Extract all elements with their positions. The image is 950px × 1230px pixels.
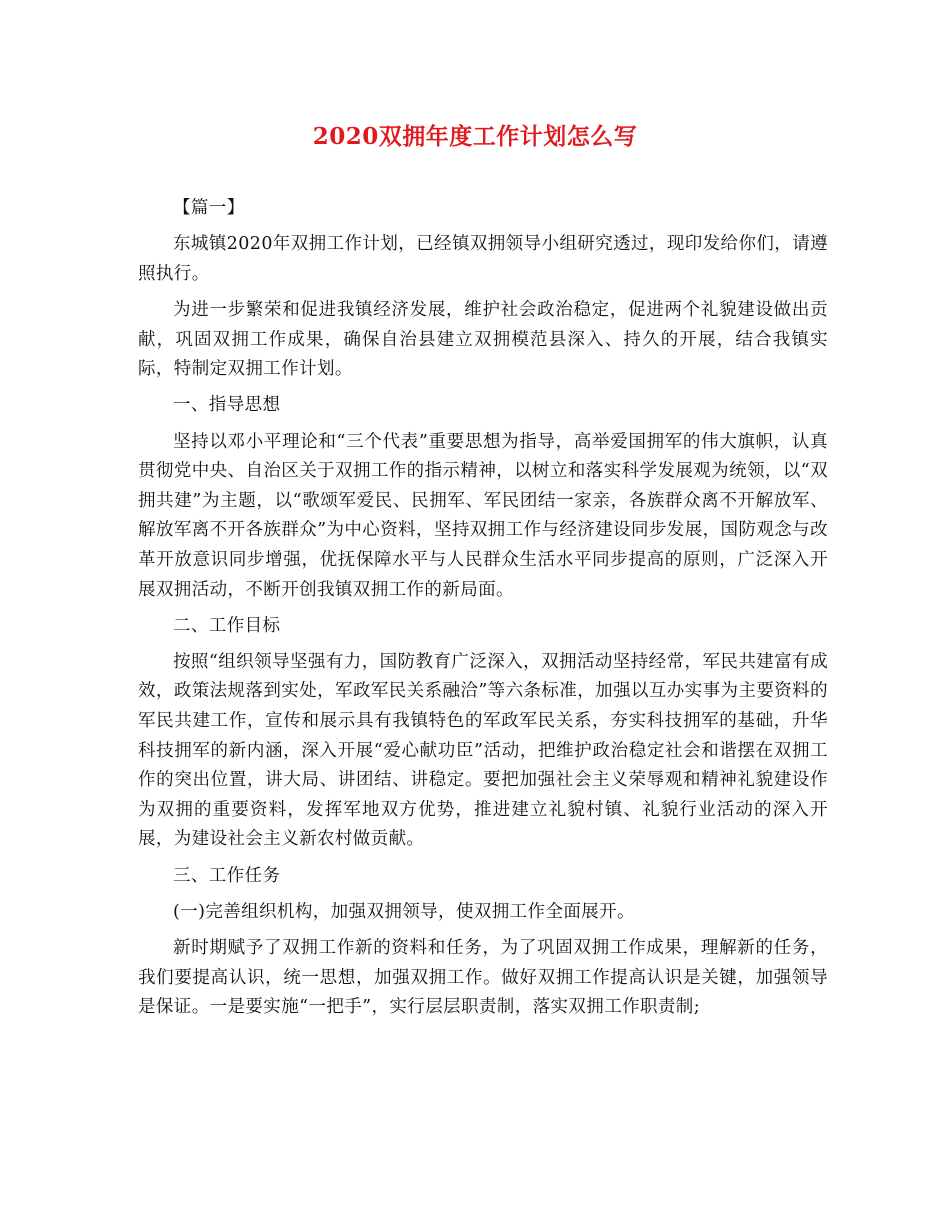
body-paragraph: 新时期赋予了双拥工作新的资料和任务，为了巩固双拥工作成果，理解新的任务，我们要提高认识，统一思想，加强双拥工作。做好双拥工作提高认识是关键，加强领导是保证。一是要实施“一把手”，实行层层职责制，落实双拥工作职责制; — [138, 938, 828, 1018]
section-heading: 一、指导思想 — [173, 395, 281, 416]
body-paragraph: 为进一步繁荣和促进我镇经济发展，维护社会政治稳定，促进两个礼貌建设做出贡献，巩固双拥工作成果，确保自治县建立双拥模范县深入、持久的开展，结合我镇实际，特制定双拥工作计划。 — [138, 299, 828, 380]
subsection-heading: (一)完善组织机构，加强双拥领导，使双拥工作全面展开。 — [173, 901, 635, 922]
body-paragraph: 坚持以邓小平理论和“三个代表”重要思想为指导，高举爱国拥军的伟大旗帜，认真贯彻党中央、自治区关于双拥工作的指示精神，以树立和落实科学发展观为统领，以“双拥共建”为主题，以“歌颂军爱民、民拥军、军民团结一家亲，各族群众离不开解放军、解放军离不开各族群众”为中心资料，坚持双拥工作与经济建设同步发展，国防观念与改革开放意识同步增强，优抚保障水平与人民群众生活水平同步提高的原则，广泛深入开展双拥活动，不断开创我镇双拥工作的新局面。 — [138, 431, 828, 600]
body-paragraph: 东城镇2020年双拥工作计划，已经镇双拥领导小组研究透过，现印发给你们，请遵照执行。 — [138, 234, 828, 284]
section-heading: 二、工作目标 — [173, 615, 281, 636]
body-paragraph: 按照“组织领导坚强有力，国防教育广泛深入，双拥活动坚持经常，军民共建富有成效，政策法规落到实处，军政军民关系融洽”等六条标准，加强以互办实事为主要资料的军民共建工作，宣传和展示具有我镇特色的军政军民关系，夯实科技拥军的基础，升华科技拥军的新内涵，深入开展“爱心献功臣”活动，把维护政治稳定社会和谐摆在双拥工作的突出位置，讲大局、讲团结、讲稳定。要把加强社会主义荣辱观和精神礼貌建设作为双拥的重要资料，发挥军地双方优势，推进建立礼貌村镇、礼貌行业活动的深入开展，为建设社会主义新农村做贡献。 — [138, 651, 828, 850]
section-label: 【篇一】 — [173, 198, 245, 218]
document-title: 2020双拥年度工作计划怎么写 — [312, 123, 638, 150]
document-body — [138, 194, 828, 1029]
section-heading: 三、工作任务 — [173, 865, 281, 886]
